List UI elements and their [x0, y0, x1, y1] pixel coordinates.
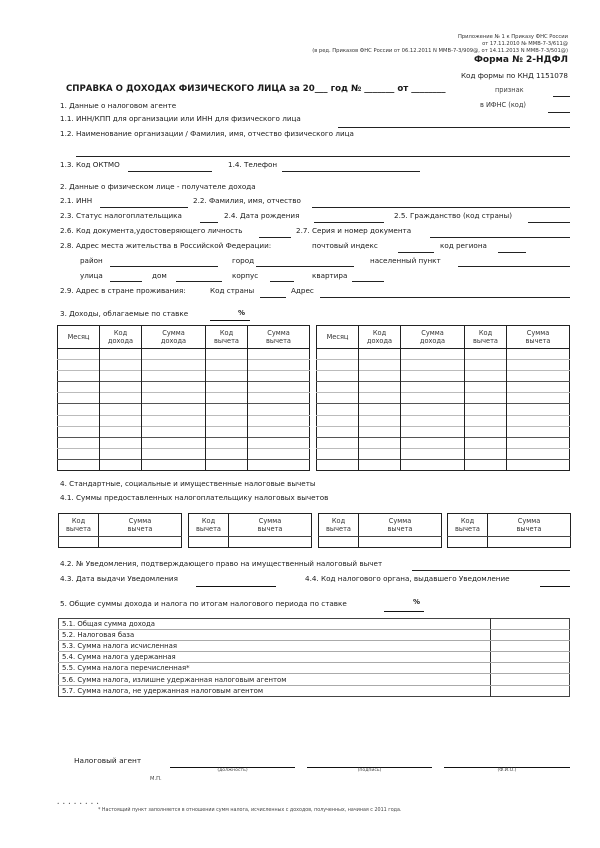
knd-code: Код формы по КНД 1151078	[460, 71, 568, 80]
region-code-label: код региона	[440, 241, 487, 250]
locality-label: населенный пункт	[370, 256, 441, 265]
table-row[interactable]	[317, 349, 570, 360]
totals-table	[58, 618, 570, 697]
abroad-address-label: Адрес	[291, 286, 314, 295]
col-deduction-code: Код вычета	[206, 326, 248, 349]
table-row[interactable]	[58, 459, 310, 470]
table-row[interactable]	[189, 537, 312, 548]
table-row[interactable]	[58, 448, 310, 459]
footnote: * Настоящий пункт заполняется в отношении сумм налога, исчисленных с доходов, полученных, начиная с 2011 года.	[98, 808, 402, 813]
district-field[interactable]	[110, 266, 218, 267]
notice-authority-field[interactable]	[540, 586, 570, 587]
recipient-inn-label: 2.1. ИНН	[60, 196, 93, 205]
table-row[interactable]	[317, 360, 570, 371]
street-field[interactable]	[110, 281, 142, 282]
recipient-fio-field[interactable]	[312, 207, 570, 208]
section4-sub1: 4.1. Суммы предоставленных налогоплательщику налоговых вычетов	[60, 493, 329, 502]
street-label: улица	[80, 271, 103, 280]
section5-heading: 5. Общие суммы дохода и налога по итогам налогового периода по ставке	[60, 599, 347, 608]
form-name: Форма № 2-НДФЛ	[473, 55, 568, 65]
col-month: Месяц	[317, 326, 359, 349]
recipient-fio-label: 2.2. Фамилия, имя, отчество	[193, 196, 301, 205]
col-month: Месяц	[58, 326, 100, 349]
table-row[interactable]	[317, 415, 570, 426]
ifns-label: в ИФНС (код)	[480, 101, 526, 109]
deduction-table-3	[318, 513, 442, 548]
org-name-label: 1.2. Наименование организации / Фамилия, имя, отчество физического лица	[60, 129, 354, 138]
section1-heading: 1. Данные о налоговом агенте	[60, 101, 177, 110]
table-row[interactable]	[58, 415, 310, 426]
org-name-field[interactable]	[76, 156, 570, 157]
apartment-field[interactable]	[352, 281, 384, 282]
col-deduction-sum: Сумма вычета	[359, 514, 442, 537]
col-income-code: Код дохода	[100, 326, 142, 349]
phone-field[interactable]	[282, 171, 420, 172]
table-row[interactable]	[317, 393, 570, 404]
notice-date-field[interactable]	[196, 586, 276, 587]
oktmo-label: 1.3. Код ОКТМО	[60, 160, 120, 169]
table-row[interactable]	[58, 382, 310, 393]
city-label: город	[232, 256, 255, 265]
table-row[interactable]	[317, 382, 570, 393]
page-title: СПРАВКА О ДОХОДАХ ФИЗИЧЕСКОГО ЛИЦА за 20___ год № _______ от ________	[66, 84, 446, 94]
table-row[interactable]	[58, 426, 310, 437]
status-label: 2.3. Статус налогоплательщика	[60, 211, 182, 220]
house-field[interactable]	[176, 281, 222, 282]
notice-number-field[interactable]	[412, 570, 570, 571]
signature-caption: (подпись)	[357, 768, 382, 773]
section5-percent: %	[413, 598, 421, 606]
table-row[interactable]: 5.3. Сумма налога исчисленная	[59, 641, 570, 652]
doc-code-label: 2.6. Код документа,удостоверяющего личность	[60, 226, 243, 235]
table-row[interactable]	[317, 459, 570, 470]
notice-date-label: 4.3. Дата выдачи Уведомления	[60, 574, 178, 583]
table-row[interactable]	[59, 537, 182, 548]
section3-percent: %	[238, 309, 246, 317]
table-row[interactable]: 5.6. Сумма налога, излишне удержанная налоговым агентом	[59, 674, 570, 685]
col-deduction-code: Код вычета	[189, 514, 229, 537]
section5-rate-field[interactable]	[384, 611, 424, 612]
col-deduction-code: Код вычета	[59, 514, 99, 537]
birth-date-label: 2.4. Дата рождения	[224, 211, 300, 220]
table-row[interactable]	[317, 426, 570, 437]
doc-code-field[interactable]	[259, 237, 291, 238]
table-row[interactable]: 5.2. Налоговая база	[59, 630, 570, 641]
citizenship-label: 2.5. Гражданство (код страны)	[394, 211, 513, 220]
table-row[interactable]: 5.4. Сумма налога удержанная	[59, 652, 570, 663]
country-code-label: Код страны	[210, 286, 255, 295]
priznak-field[interactable]	[553, 96, 570, 97]
inn-kpp-label: 1.1. ИНН/КПП для организации или ИНН для физического лица	[60, 114, 301, 123]
table-row[interactable]: 5.1. Общая сумма дохода	[59, 619, 570, 630]
city-field[interactable]	[256, 266, 354, 267]
country-code-field[interactable]	[260, 297, 286, 298]
postal-code-field[interactable]	[398, 252, 434, 253]
table-row[interactable]	[58, 404, 310, 415]
district-label: район	[80, 256, 103, 265]
col-deduction-code: Код вычета	[448, 514, 488, 537]
fio-caption: (Ф.И.О.)	[497, 768, 517, 773]
building-field[interactable]	[270, 281, 294, 282]
table-row[interactable]	[319, 537, 442, 548]
ifns-code-field[interactable]	[548, 112, 570, 113]
doc-series-label: 2.7. Серия и номер документа	[296, 226, 412, 235]
appendix-line-2: от 17.11.2010 № ММВ-7-3/611@	[482, 41, 568, 47]
postal-code-label: почтовый индекс	[312, 241, 378, 250]
tax-agent-label: Налоговый агент	[74, 756, 142, 765]
inn-kpp-field[interactable]	[338, 127, 570, 128]
income-table-right	[316, 325, 570, 471]
apartment-label: квартира	[312, 271, 348, 280]
income-table-left	[57, 325, 310, 471]
deduction-table-2	[188, 513, 312, 548]
section4-heading: 4. Стандартные, социальные и имущественные налоговые вычеты	[60, 479, 316, 488]
table-row[interactable]	[58, 371, 310, 382]
locality-field[interactable]	[458, 266, 570, 267]
citizenship-field[interactable]	[528, 222, 570, 223]
table-row[interactable]	[58, 437, 310, 448]
table-row[interactable]: 5.5. Сумма налога перечисленная*	[59, 663, 570, 674]
notice-authority-label: 4.4. Код налогового органа, выдавшего Уведомление	[305, 574, 510, 583]
col-deduction-code: Код вычета	[319, 514, 359, 537]
col-income-code: Код дохода	[359, 326, 401, 349]
doc-series-field[interactable]	[430, 237, 570, 238]
stamp-label: М.П.	[150, 776, 162, 782]
region-code-field[interactable]	[498, 252, 526, 253]
house-label: дом	[152, 271, 167, 280]
section3-heading: 3. Доходы, облагаемые по ставке	[60, 309, 189, 318]
table-row[interactable]	[317, 437, 570, 448]
notice-number-label: 4.2. № Уведомления, подтверждающего право на имущественный налоговый вычет	[60, 559, 383, 568]
col-deduction-sum: Сумма вычета	[507, 326, 570, 349]
deduction-table-1	[58, 513, 182, 548]
table-row[interactable]	[317, 448, 570, 459]
table-row[interactable]: 5.7. Сумма налога, не удержанная налоговым агентом	[59, 685, 570, 696]
table-row[interactable]	[58, 393, 310, 404]
position-caption: (должность)	[217, 768, 248, 773]
col-deduction-sum: Сумма вычета	[229, 514, 312, 537]
footer-dots: • • • • • • • •	[57, 801, 100, 806]
priznak-label: признак	[495, 86, 524, 94]
phone-label: 1.4. Телефон	[228, 160, 278, 169]
col-deduction-sum: Сумма вычета	[248, 326, 310, 349]
deduction-table-4	[447, 513, 571, 548]
birth-date-field[interactable]	[314, 222, 384, 223]
section3-rate-field[interactable]	[210, 320, 250, 321]
col-income-sum: Сумма дохода	[401, 326, 465, 349]
col-income-sum: Сумма дохода	[142, 326, 206, 349]
appendix-line-3: (в ред. Приказов ФНС России от 06.12.2011 N ММВ-7-3/909@, от 14.11.2013 N ММВ-7-3/501@)	[312, 48, 568, 54]
table-row[interactable]	[58, 360, 310, 371]
table-row[interactable]	[58, 349, 310, 360]
building-label: корпус	[232, 271, 259, 280]
oktmo-field[interactable]	[128, 171, 212, 172]
table-row[interactable]	[317, 404, 570, 415]
col-deduction-code: Код вычета	[465, 326, 507, 349]
address-abroad-label: 2.9. Адрес в стране проживания:	[60, 286, 186, 295]
col-deduction-sum: Сумма вычета	[99, 514, 182, 537]
col-deduction-sum: Сумма вычета	[488, 514, 571, 537]
status-field[interactable]	[200, 222, 218, 223]
table-row[interactable]	[317, 371, 570, 382]
address-rf-label: 2.8. Адрес места жительства в Российской Федерации:	[60, 241, 272, 250]
recipient-inn-field[interactable]	[100, 207, 188, 208]
table-row[interactable]	[448, 537, 571, 548]
section2-heading: 2. Данные о физическом лице - получателе дохода	[60, 182, 256, 191]
appendix-line-1: Приложение № 1 к Приказу ФНС России	[457, 34, 568, 40]
abroad-address-field[interactable]	[320, 297, 570, 298]
